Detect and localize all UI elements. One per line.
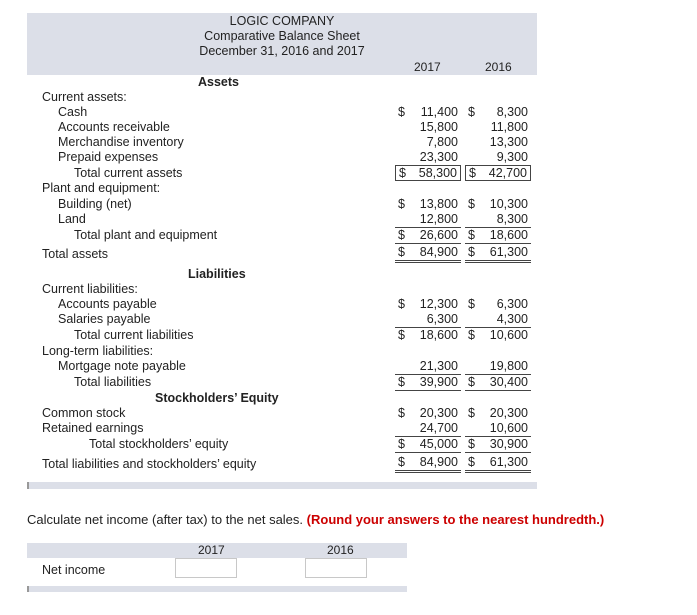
value: 21,300 — [419, 359, 458, 373]
row-label-total-plant: Total plant and equipment — [74, 228, 218, 242]
value: 18,600 — [489, 228, 528, 242]
value: 84,900 — [419, 455, 458, 469]
answer-table-bottom-bar — [27, 586, 407, 592]
section-equity: Stockholders’ Equity — [155, 391, 279, 405]
accounts-payable-2016 — [465, 297, 531, 312]
currency-sign: $ — [398, 375, 405, 389]
value: 20,300 — [419, 406, 458, 420]
currency-sign: $ — [398, 105, 405, 119]
current-assets-heading: Current assets: — [42, 90, 127, 104]
value: 58,300 — [418, 166, 457, 180]
value: 39,900 — [419, 375, 458, 389]
row-label-retained-earnings: Retained earnings — [42, 421, 144, 435]
question-rounding-note: (Round your answers to the nearest hundredth.) — [306, 512, 605, 527]
currency-sign: $ — [398, 406, 405, 420]
accounts-payable-2017 — [395, 297, 461, 312]
retained-earnings-2016 — [465, 421, 531, 437]
merchandise-inventory-2016 — [465, 135, 531, 150]
cash-2016-value: 8,300 — [496, 105, 528, 119]
total-assets-2016 — [465, 245, 531, 263]
value: 13,800 — [419, 197, 458, 211]
question-prompt: Calculate net income (after tax) to the net sales. — [27, 512, 304, 527]
common-stock-2016 — [465, 406, 531, 421]
value: 12,800 — [419, 212, 458, 226]
value: 30,400 — [489, 375, 528, 389]
accounts-receivable-2017 — [395, 120, 461, 135]
value: 26,600 — [419, 228, 458, 242]
mortgage-2017 — [395, 359, 461, 375]
row-label-accounts-payable: Accounts payable — [58, 297, 157, 311]
salaries-payable-2017 — [395, 312, 461, 328]
merchandise-inventory-2017 — [395, 135, 461, 150]
value: 4,300 — [496, 312, 528, 326]
value: 7,800 — [426, 135, 458, 149]
answer-column-2017: 2017 — [198, 543, 225, 557]
row-label-total-liab-equity: Total liabilities and stockholders’ equity — [42, 457, 257, 471]
value: 9,300 — [496, 150, 528, 164]
value: 23,300 — [419, 150, 458, 164]
currency-sign: $ — [398, 328, 405, 342]
value: 19,800 — [489, 359, 528, 373]
value: 12,300 — [419, 297, 458, 311]
row-label-common-stock: Common stock — [42, 406, 126, 420]
value: 6,300 — [426, 312, 458, 326]
row-label-total-current-assets: Total current assets — [74, 166, 183, 180]
total-equity-2017 — [395, 437, 461, 453]
currency-sign: $ — [398, 455, 405, 469]
total-equity-2016 — [465, 437, 531, 453]
currency-sign: $ — [468, 245, 475, 259]
row-label-merchandise-inventory: Merchandise inventory — [58, 135, 184, 149]
current-liabilities-heading: Current liabilities: — [42, 282, 138, 296]
net-income-label: Net income — [42, 563, 106, 577]
row-label-cash: Cash — [58, 105, 88, 119]
value: 10,600 — [489, 328, 528, 342]
currency-sign: $ — [468, 406, 475, 420]
column-header-2017: 2017 — [414, 60, 441, 74]
row-label-land: Land — [58, 212, 86, 226]
row-label-prepaid-expenses: Prepaid expenses — [58, 150, 159, 164]
row-label-building: Building (net) — [58, 197, 132, 211]
row-label-salaries-payable: Salaries payable — [58, 312, 151, 326]
value: 45,000 — [419, 437, 458, 451]
currency-sign: $ — [468, 455, 475, 469]
value: 8,300 — [496, 212, 528, 226]
value: 6,300 — [496, 297, 528, 311]
cash-2017-value: 11,400 — [420, 105, 458, 119]
currency-sign: $ — [468, 437, 475, 451]
section-assets: Assets — [198, 75, 239, 89]
currency-sign: $ — [469, 166, 476, 180]
long-term-liabilities-heading: Long-term liabilities: — [42, 344, 154, 358]
currency-sign: $ — [398, 197, 405, 211]
common-stock-2017 — [395, 406, 461, 421]
total-liabilities-2016 — [465, 375, 531, 391]
currency-sign: $ — [468, 297, 475, 311]
land-2017 — [395, 212, 461, 228]
building-2017 — [395, 197, 461, 212]
total-current-assets-2016 — [465, 165, 531, 181]
cash-2016 — [465, 105, 531, 120]
statement-dates: December 31, 2016 and 2017 — [199, 44, 365, 58]
row-label-total-assets: Total assets — [42, 247, 109, 261]
currency-sign: $ — [398, 297, 405, 311]
value: 18,600 — [419, 328, 458, 342]
table-bottom-bar — [27, 482, 537, 489]
currency-sign: $ — [468, 375, 475, 389]
company-name: LOGIC COMPANY — [229, 14, 335, 28]
prepaid-expenses-2016 — [465, 150, 531, 166]
row-label-mortgage: Mortgage note payable — [58, 359, 186, 373]
total-plant-2016 — [465, 228, 531, 244]
value: 11,800 — [490, 120, 528, 134]
value: 10,300 — [489, 197, 528, 211]
value: 30,900 — [489, 437, 528, 451]
section-liabilities: Liabilities — [188, 267, 246, 281]
total-current-liabilities-2016 — [465, 328, 531, 343]
net-income-2017-input[interactable] — [175, 558, 237, 578]
total-assets-2017 — [395, 245, 461, 263]
row-label-total-current-liabilities: Total current liabilities — [74, 328, 194, 342]
currency-sign: $ — [399, 166, 406, 180]
cash-2017 — [395, 105, 461, 120]
currency-sign: $ — [468, 105, 475, 119]
question-text — [27, 512, 604, 527]
row-label-total-liabilities: Total liabilities — [74, 375, 152, 389]
column-header-2016: 2016 — [485, 60, 512, 74]
total-liab-equity-2017 — [395, 455, 461, 473]
total-current-assets-2017 — [395, 165, 461, 181]
answer-column-2016: 2016 — [327, 543, 354, 557]
total-liabilities-2017 — [395, 375, 461, 391]
building-2016 — [465, 197, 531, 212]
value: 20,300 — [489, 406, 528, 420]
net-income-2016-input[interactable] — [305, 558, 367, 578]
currency-sign: $ — [398, 245, 405, 259]
mortgage-2016 — [465, 359, 531, 375]
value: 24,700 — [419, 421, 458, 435]
currency-sign: $ — [468, 197, 475, 211]
salaries-payable-2016 — [465, 312, 531, 328]
value: 15,800 — [419, 120, 458, 134]
total-liab-equity-2016 — [465, 455, 531, 473]
total-current-liabilities-2017 — [395, 328, 461, 343]
currency-sign: $ — [468, 328, 475, 342]
value: 13,300 — [489, 135, 528, 149]
value: 10,600 — [489, 421, 528, 435]
row-label-accounts-receivable: Accounts receivable — [58, 120, 170, 134]
value: 61,300 — [489, 245, 528, 259]
plant-equipment-heading: Plant and equipment: — [42, 181, 161, 195]
prepaid-expenses-2017 — [395, 150, 461, 166]
value: 61,300 — [489, 455, 528, 469]
land-2016 — [465, 212, 531, 228]
statement-title: Comparative Balance Sheet — [204, 29, 360, 43]
currency-sign: $ — [468, 228, 475, 242]
retained-earnings-2017 — [395, 421, 461, 437]
total-plant-2017 — [395, 228, 461, 244]
currency-sign: $ — [398, 437, 405, 451]
currency-sign: $ — [398, 228, 405, 242]
accounts-receivable-2016 — [465, 120, 531, 135]
value: 42,700 — [488, 166, 527, 180]
row-label-total-equity: Total stockholders’ equity — [89, 437, 229, 451]
value: 84,900 — [419, 245, 458, 259]
